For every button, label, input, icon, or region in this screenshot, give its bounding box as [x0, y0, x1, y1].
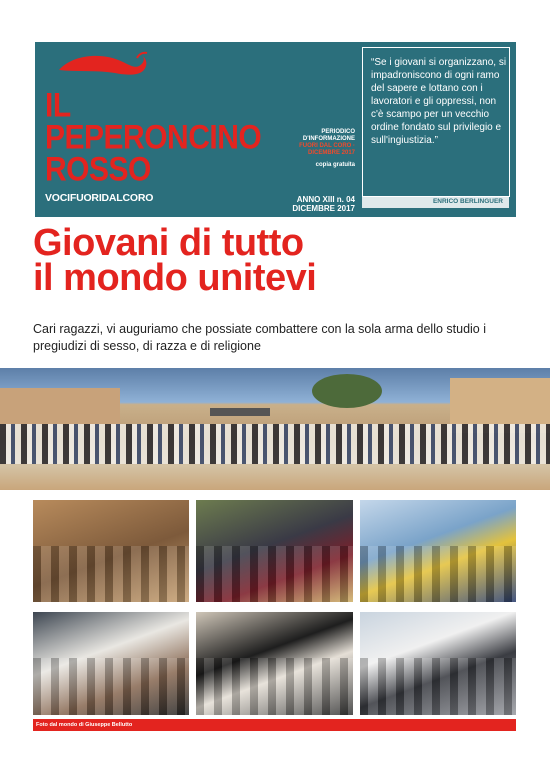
issue-date: DICEMBRE 2017	[292, 204, 355, 213]
masthead-title-line-3: ROSSO	[45, 150, 151, 189]
photo-group-yellow-shirts	[360, 500, 516, 602]
panorama-building-left	[0, 388, 120, 428]
issue-info	[275, 195, 355, 213]
photo-students-uniform	[196, 500, 353, 602]
panorama-crowd	[0, 424, 550, 464]
photo-caption: Foto dal mondo di Giuseppe Bellutto	[36, 722, 133, 728]
masthead-tagline: VOCIFUORIDALCORO	[45, 192, 154, 204]
quote-text: “Se i giovani si organizzano, si impadroniscono di ogni ramo del sapere e lottano con i lavoratori e gli oppressi, non c'è scampo per un vecchio ordine fondato sul privilegio e sull'ingiustizia.”	[371, 57, 507, 146]
masthead-title-line-2: PEPERONCINO	[45, 118, 262, 157]
quote-box	[362, 47, 510, 197]
subheadline: Cari ragazzi, vi auguriamo che possiate combattere con la sola arma dello studio i pregiudizi di sesso, di razza e di religione	[33, 322, 487, 353]
masthead	[35, 42, 516, 217]
photo-children-courtyard	[33, 500, 189, 602]
chili-pepper-icon	[53, 48, 149, 90]
headline-line-1: Giovani di tutto	[33, 222, 304, 264]
headline-line-2: il mondo unitevi	[33, 257, 317, 299]
headline	[33, 222, 523, 299]
periodico-block	[275, 129, 355, 169]
photo-girls-headscarves	[33, 612, 189, 715]
quote-author-name: ENRICO BERLINGUER	[432, 198, 503, 205]
photo-veiled-women	[196, 612, 353, 715]
copia-gratuita: copia gratuita	[315, 162, 355, 168]
panorama-photo	[0, 368, 550, 490]
issue-number: ANNO XIII n. 04	[296, 195, 355, 204]
masthead-title-line-1: IL	[45, 86, 71, 125]
panorama-tree	[312, 374, 382, 408]
panorama-canopy	[210, 408, 270, 416]
quote-author	[362, 196, 509, 208]
photo-group-outdoor	[360, 612, 516, 715]
photo-caption-bar	[33, 719, 516, 731]
periodico-red-line: FUORI DAL CORO · DICEMBRE 2017	[299, 143, 355, 156]
periodico-line-2: D'INFORMAZIONE	[302, 136, 355, 142]
periodico-line-1: PERIODICO	[321, 129, 355, 135]
